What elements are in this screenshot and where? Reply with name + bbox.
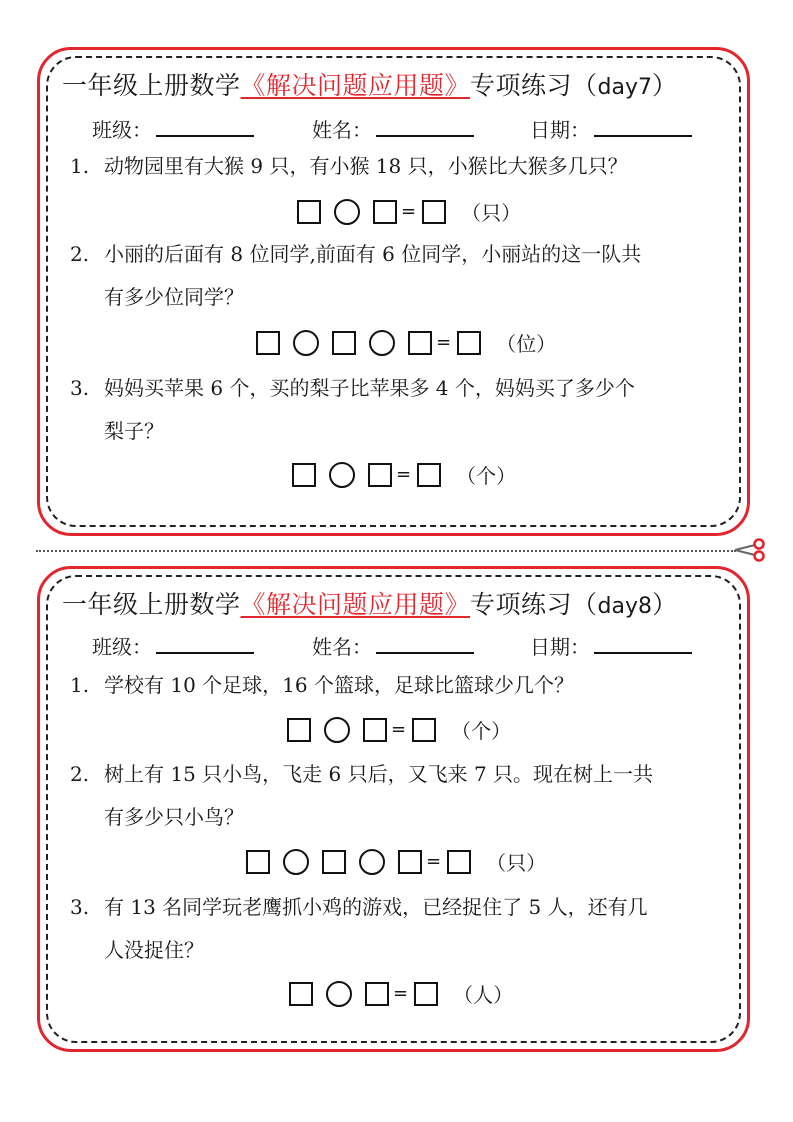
date-field bbox=[530, 114, 692, 143]
operator-circle[interactable] bbox=[334, 199, 360, 225]
name-label: 姓名： bbox=[312, 635, 372, 659]
title-highlight: 《解决问题应用题》 bbox=[240, 590, 471, 619]
title-highlight: 《解决问题应用题》 bbox=[240, 71, 471, 100]
date-field bbox=[530, 631, 692, 660]
unit-label: （位） bbox=[496, 332, 557, 356]
class-label: 班级： bbox=[92, 635, 152, 659]
answer-box[interactable] bbox=[368, 463, 392, 487]
answer-box[interactable] bbox=[422, 200, 446, 224]
question-text-continued: 有多少位同学？ bbox=[104, 285, 244, 309]
answer-box[interactable] bbox=[365, 982, 389, 1006]
title-prefix: 一年级上册数学 bbox=[62, 590, 241, 619]
answer-box[interactable] bbox=[256, 331, 280, 355]
title-close: ） bbox=[652, 71, 678, 100]
answer-box[interactable] bbox=[373, 200, 397, 224]
date-blank[interactable] bbox=[594, 115, 692, 137]
name-label: 姓名： bbox=[312, 118, 372, 142]
date-label: 日期： bbox=[530, 635, 590, 659]
answer-formula-1 bbox=[297, 197, 521, 226]
answer-box[interactable] bbox=[398, 850, 422, 874]
cut-line bbox=[36, 550, 736, 552]
question-text-continued: 人没捉住？ bbox=[104, 938, 204, 962]
operator-circle[interactable] bbox=[293, 330, 319, 356]
answer-box[interactable] bbox=[447, 850, 471, 874]
question-3 bbox=[70, 886, 730, 972]
worksheet-card-day8 bbox=[37, 566, 750, 1052]
answer-box[interactable] bbox=[289, 982, 313, 1006]
card-title bbox=[62, 585, 678, 621]
card-title bbox=[62, 66, 678, 102]
scissors-icon bbox=[733, 538, 767, 562]
title-suffix: 专项练习（ bbox=[470, 71, 598, 100]
class-field bbox=[92, 114, 254, 143]
class-label: 班级： bbox=[92, 118, 152, 142]
answer-box[interactable] bbox=[417, 463, 441, 487]
question-text-continued: 有多少只小鸟？ bbox=[104, 805, 244, 829]
question-number: 2. bbox=[70, 242, 90, 266]
class-field bbox=[92, 631, 254, 660]
question-number: 1. bbox=[70, 154, 90, 178]
worksheet-card-day7 bbox=[37, 47, 750, 536]
answer-formula-2 bbox=[256, 328, 556, 357]
answer-box[interactable] bbox=[322, 850, 346, 874]
date-blank[interactable] bbox=[594, 632, 692, 654]
question-number: 1. bbox=[70, 673, 90, 697]
answer-box[interactable] bbox=[414, 982, 438, 1006]
operator-circle[interactable] bbox=[283, 849, 309, 875]
question-1 bbox=[70, 664, 730, 707]
operator-circle[interactable] bbox=[326, 981, 352, 1007]
answer-box[interactable] bbox=[246, 850, 270, 874]
question-number: 3. bbox=[70, 376, 90, 400]
title-prefix: 一年级上册数学 bbox=[62, 71, 241, 100]
operator-circle[interactable] bbox=[369, 330, 395, 356]
answer-formula-3 bbox=[292, 460, 516, 489]
answer-box[interactable] bbox=[287, 718, 311, 742]
date-label: 日期： bbox=[530, 118, 590, 142]
title-day: day7 bbox=[597, 75, 653, 100]
answer-formula-3 bbox=[289, 979, 513, 1008]
question-2 bbox=[70, 233, 730, 319]
title-suffix: 专项练习（ bbox=[470, 590, 598, 619]
question-text: 动物园里有大猴 9 只，有小猴 18 只，小猴比大猴多几只？ bbox=[104, 154, 628, 178]
answer-box[interactable] bbox=[332, 331, 356, 355]
question-3 bbox=[70, 367, 730, 453]
class-blank[interactable] bbox=[156, 115, 254, 137]
question-text-continued: 梨子？ bbox=[104, 419, 164, 443]
operator-circle[interactable] bbox=[359, 849, 385, 875]
equals-sign: = bbox=[426, 851, 442, 872]
unit-label: （人） bbox=[453, 983, 514, 1007]
question-text: 有 13 名同学玩老鹰抓小鸡的游戏，已经捉住了 5 人，还有几 bbox=[104, 895, 648, 919]
question-number: 2. bbox=[70, 762, 90, 786]
title-close: ） bbox=[652, 590, 678, 619]
question-text: 学校有 10 个足球，16 个篮球，足球比篮球少几个？ bbox=[104, 673, 574, 697]
question-text: 树上有 15 只小鸟，飞走 6 只后，又飞来 7 只。现在树上一共 bbox=[104, 762, 654, 786]
answer-box[interactable] bbox=[408, 331, 432, 355]
unit-label: （只） bbox=[486, 851, 547, 875]
equals-sign: = bbox=[391, 719, 407, 740]
title-day: day8 bbox=[597, 594, 653, 619]
operator-circle[interactable] bbox=[329, 462, 355, 488]
unit-label: （个） bbox=[456, 464, 517, 488]
answer-box[interactable] bbox=[292, 463, 316, 487]
unit-label: （个） bbox=[451, 719, 512, 743]
operator-circle[interactable] bbox=[324, 717, 350, 743]
name-blank[interactable] bbox=[376, 632, 474, 654]
answer-formula-1 bbox=[287, 715, 511, 744]
name-blank[interactable] bbox=[376, 115, 474, 137]
equals-sign: = bbox=[436, 332, 452, 353]
question-2 bbox=[70, 753, 730, 839]
equals-sign: = bbox=[393, 983, 409, 1004]
unit-label: （只） bbox=[461, 201, 522, 225]
question-text: 小丽的后面有 8 位同学,前面有 6 位同学，小丽站的这一队共 bbox=[104, 242, 642, 266]
name-field bbox=[312, 114, 474, 143]
equals-sign: = bbox=[401, 201, 417, 222]
question-1 bbox=[70, 145, 730, 188]
answer-box[interactable] bbox=[412, 718, 436, 742]
class-blank[interactable] bbox=[156, 632, 254, 654]
question-text: 妈妈买苹果 6 个，买的梨子比苹果多 4 个，妈妈买了多少个 bbox=[104, 376, 635, 400]
answer-box[interactable] bbox=[297, 200, 321, 224]
equals-sign: = bbox=[396, 464, 412, 485]
answer-formula-2 bbox=[246, 847, 546, 876]
name-field bbox=[312, 631, 474, 660]
answer-box[interactable] bbox=[457, 331, 481, 355]
answer-box[interactable] bbox=[363, 718, 387, 742]
question-number: 3. bbox=[70, 895, 90, 919]
